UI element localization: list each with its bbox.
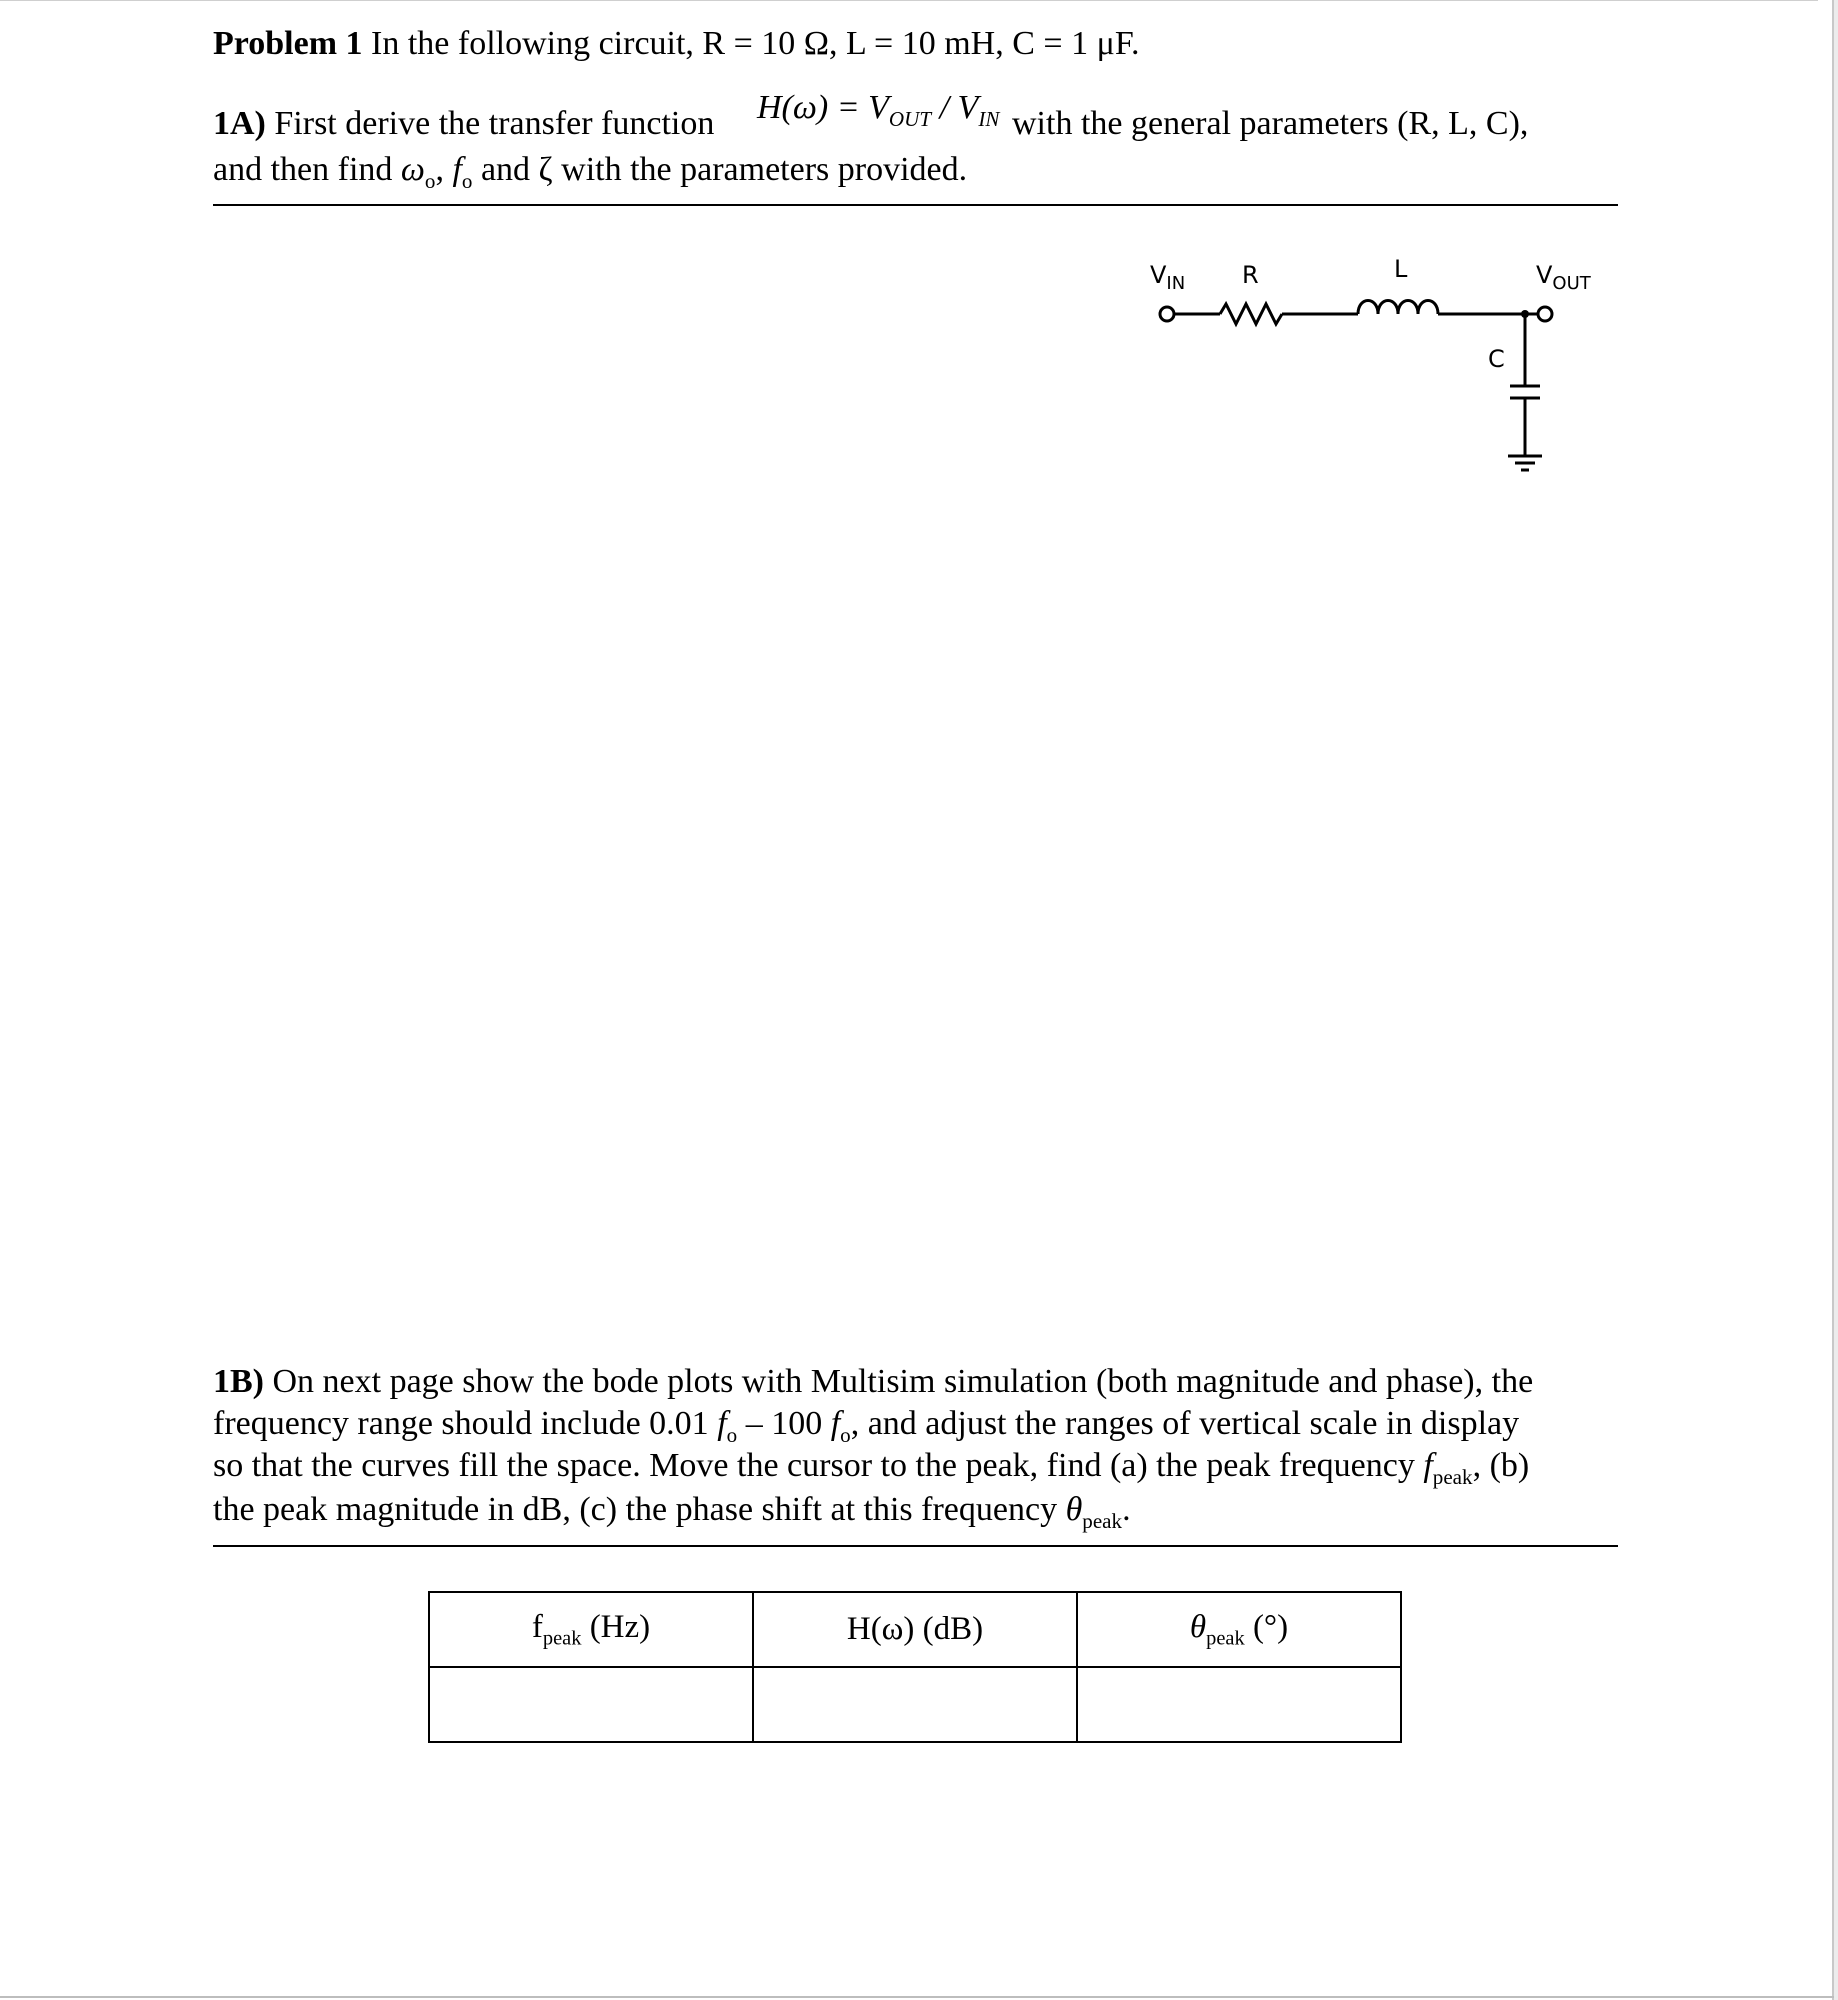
- formula-out-sub: OUT: [888, 106, 932, 131]
- problem-heading: [213, 24, 1140, 64]
- vout-label: [1536, 262, 1591, 297]
- vout-letter: V: [1536, 261, 1553, 289]
- f-sub: o: [461, 168, 473, 193]
- divider-rule-2: [213, 1545, 1618, 1547]
- problem-intro: In the following circuit, R = 10 Ω, L = 10 mH, C = 1 μF.: [371, 25, 1140, 62]
- part-b-line2-c: , and adjust the ranges of vertical scale in display: [850, 1405, 1520, 1442]
- part-b-label: 1B): [213, 1363, 264, 1400]
- omega-sub: o: [424, 168, 436, 193]
- header-theta-sub: peak: [1206, 1627, 1245, 1650]
- l-label: L: [1394, 255, 1408, 283]
- header-theta-unit: (°): [1244, 1608, 1289, 1645]
- answer-cell-fpeak[interactable]: [429, 1667, 753, 1742]
- f1-sub: o: [726, 1422, 738, 1447]
- answer-table: [428, 1591, 1402, 1743]
- answer-cell-theta[interactable]: [1077, 1667, 1401, 1742]
- header-fpeak-sub: peak: [542, 1627, 582, 1650]
- r-label: R: [1242, 261, 1259, 289]
- table-row: [429, 1667, 1401, 1742]
- part-a-line2-end: with the parameters provided.: [552, 151, 968, 188]
- header-fpeak: [429, 1592, 753, 1667]
- table-header-row: [429, 1592, 1401, 1667]
- vout-sub: OUT: [1552, 272, 1591, 294]
- vin-letter: V: [1150, 261, 1167, 289]
- transfer-function-formula: [757, 88, 999, 139]
- theta-symbol: θ: [1065, 1491, 1083, 1528]
- part-a-line-1: [213, 104, 714, 144]
- part-a-text-2: with the general parameters (R, L, C),: [1012, 105, 1529, 142]
- part-b-line2-b: – 100: [737, 1405, 831, 1442]
- page-shadow: [1834, 0, 1838, 2000]
- vin-terminal: [1160, 307, 1174, 321]
- header-fpeak-unit: (Hz): [581, 1608, 651, 1645]
- part-a-label: 1A): [213, 105, 266, 142]
- fpeak-symbol: f: [1423, 1447, 1433, 1484]
- divider-rule-1: [213, 204, 1618, 206]
- page-top-edge: [0, 0, 1818, 1]
- formula-h: H(ω) = V: [757, 89, 889, 126]
- part-b-line1-text: On next page show the bode plots with Multisim simulation (both magnitude and phase), the: [272, 1363, 1534, 1400]
- formula-in-sub: IN: [978, 106, 1000, 131]
- inductor-symbol: [1358, 301, 1438, 315]
- part-a-line-2: [213, 150, 967, 201]
- c-label: C: [1488, 345, 1505, 373]
- page-bottom-edge: [0, 1996, 1834, 1998]
- formula-slash: / V: [931, 89, 979, 126]
- comma: ,: [435, 151, 453, 188]
- f2-sub: o: [840, 1422, 851, 1447]
- circuit-diagram: [1140, 250, 1620, 490]
- part-b-line4-a: the peak magnitude in dB, (c) the phase shift at this frequency: [213, 1491, 1066, 1528]
- fpeak-sub: peak: [1432, 1464, 1473, 1489]
- header-magnitude: H(ω) (dB): [753, 1592, 1077, 1667]
- problem-title: Problem 1: [213, 25, 363, 62]
- theta-sub: peak: [1082, 1508, 1123, 1533]
- part-b-line3-a: so that the curves fill the space. Move the cursor to the peak, find (a) the peak frequency: [213, 1447, 1424, 1484]
- part-b-line-1: [213, 1362, 1533, 1402]
- part-b-line4-b: .: [1122, 1491, 1131, 1528]
- f1-symbol: f: [717, 1405, 727, 1442]
- resistor-symbol: [1220, 304, 1282, 324]
- part-a-text-1: First derive the transfer function: [274, 105, 715, 142]
- part-b-line3-b: , (b): [1472, 1447, 1530, 1484]
- answer-cell-magnitude[interactable]: [753, 1667, 1077, 1742]
- part-a-line2-start: and then find: [213, 151, 401, 188]
- part-b-line-4: [213, 1490, 1131, 1541]
- header-theta: [1077, 1592, 1401, 1667]
- vout-terminal: [1538, 307, 1552, 321]
- f2-symbol: f: [830, 1405, 841, 1442]
- and-zeta: and ζ: [472, 151, 553, 188]
- header-fpeak-main: f: [531, 1608, 543, 1645]
- vin-sub: IN: [1166, 272, 1186, 294]
- f-symbol: f: [452, 151, 462, 188]
- omega-symbol: ω: [400, 151, 425, 188]
- part-b-line2-a: frequency range should include 0.01: [213, 1405, 718, 1442]
- vin-label: [1150, 262, 1185, 297]
- header-theta-main: θ: [1189, 1608, 1207, 1645]
